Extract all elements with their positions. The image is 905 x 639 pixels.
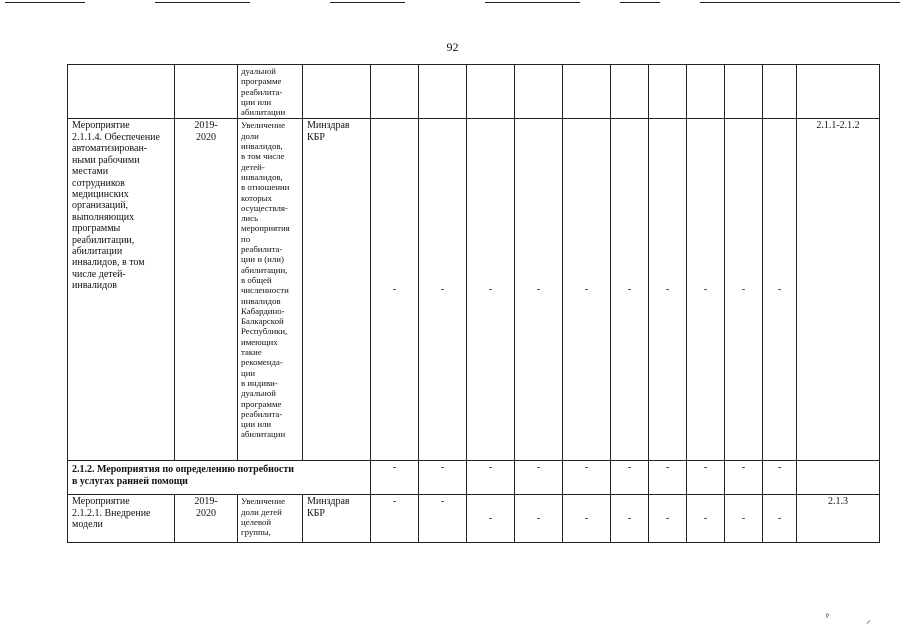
section-row [68, 461, 880, 495]
value-cell: - [763, 461, 797, 495]
measures-table [67, 64, 880, 543]
value-cell: - [515, 461, 563, 495]
name-cell: Мероприятие 2.1.1.4. Обеспечение автоматизирован- ными рабочими местами сотрудников медицинских организаций, выполняющих программы реабилитации, абилитации инвалидов, в том числе детей- инвалидов [68, 119, 175, 461]
value-cell: - [467, 495, 515, 543]
executor-cell: Минздрав КБР [303, 119, 371, 461]
scan-artifact [485, 2, 580, 3]
executor-cell: Минздрав КБР [303, 495, 371, 543]
indicator-ref-cell [797, 461, 880, 495]
value-cell: - [763, 119, 797, 461]
scan-artifact [330, 2, 405, 3]
value-cell: - [563, 119, 611, 461]
value-cell: - [611, 461, 649, 495]
section-title: 2.1.2. Мероприятия по определению потребности в услугах ранней помощи [68, 461, 371, 495]
value-cell: - [563, 461, 611, 495]
page-number: 92 [446, 40, 459, 54]
value-cell: - [515, 119, 563, 461]
scan-mark: ᵖ [824, 610, 831, 623]
value-cell: - [371, 461, 419, 495]
value-cell: - [371, 119, 419, 461]
table-row [68, 65, 880, 119]
value-cell: - [763, 495, 797, 543]
value-cell: - [467, 119, 515, 461]
value-cell: - [467, 461, 515, 495]
value-cell: - [725, 461, 763, 495]
indicator-cell: Увеличение доли инвалидов, в том числе детей- инвалидов, в отношении которых осуществля- лись мероприятия по реабилита- ции и (или) абилитации, в общей численности инвалидов Кабардино- Балкарской Республики, имеющих такие рекоменда- ции в индиви- дуальной программе реабилита- ции или абилитации [238, 119, 303, 461]
value-cell: - [649, 495, 687, 543]
value-cell: - [611, 119, 649, 461]
value-cell: - [649, 461, 687, 495]
years-cell [175, 65, 238, 119]
name-cell: Мероприятие 2.1.2.1. Внедрение модели [68, 495, 175, 543]
indicator-ref-cell: 2.1.3 [797, 495, 880, 543]
value-cell: - [515, 495, 563, 543]
value-cell: - [649, 119, 687, 461]
table-row [68, 119, 880, 461]
value-cell: - [687, 495, 725, 543]
value-cell: - [611, 495, 649, 543]
scan-artifact [700, 2, 900, 3]
indicator-cell: Увеличение доли детей целевой группы, [238, 495, 303, 543]
value-cell: - [687, 461, 725, 495]
value-cell: - [371, 495, 419, 543]
scan-artifact [620, 2, 660, 3]
value-cell: - [687, 119, 725, 461]
scan-artifact [5, 2, 85, 3]
scan-mark: ⸝ [866, 615, 871, 626]
indicator-cell: дуальной программе реабилита- ции или абилитации [238, 65, 303, 119]
value-cell: - [725, 495, 763, 543]
table-row [68, 495, 880, 543]
years-cell: 2019- 2020 [175, 495, 238, 543]
indicator-ref-cell: 2.1.1-2.1.2 [797, 119, 880, 461]
years-cell: 2019- 2020 [175, 119, 238, 461]
value-cell: - [419, 495, 467, 543]
value-cell: - [563, 495, 611, 543]
name-cell [68, 65, 175, 119]
value-cell: - [725, 119, 763, 461]
scan-artifact [155, 2, 250, 3]
value-cell: - [419, 461, 467, 495]
value-cell: - [419, 119, 467, 461]
